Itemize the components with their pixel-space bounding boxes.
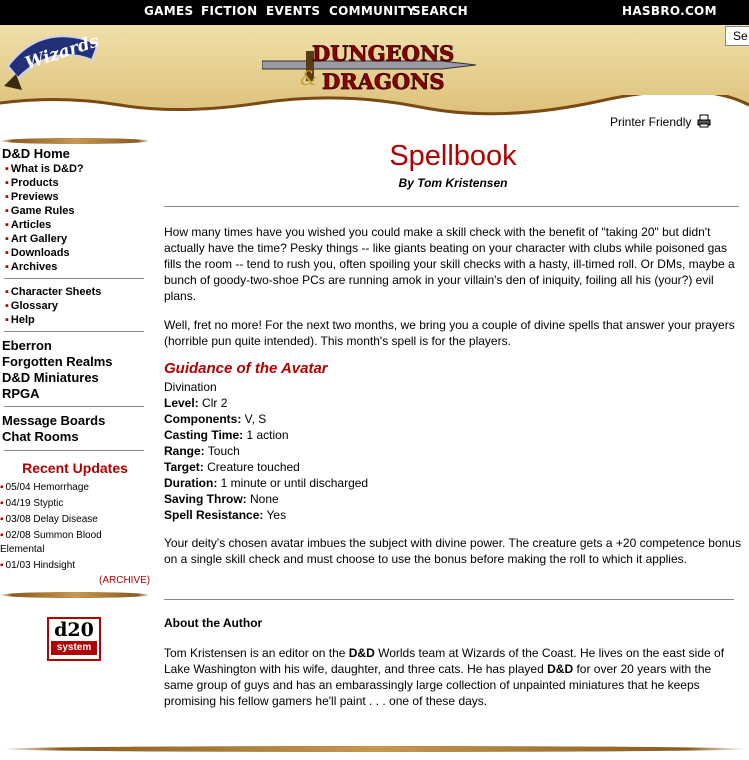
nav-community[interactable]: COMMUNITY xyxy=(329,4,416,18)
sidebar-separator xyxy=(4,331,144,332)
sidebar-link-glossary[interactable]: ▪ Glossary xyxy=(5,300,58,312)
spell-stat-range: Range: Touch xyxy=(164,444,240,458)
page-title: Spellbook xyxy=(389,140,517,172)
wotc-logo[interactable] xyxy=(2,26,102,96)
article-byline: By Tom Kristensen xyxy=(398,176,508,190)
sidebar-link-art-gallery[interactable]: ▪ Art Gallery xyxy=(5,233,68,245)
intro-paragraph-1: How many times have you wished you could make a skill check with the benefit of "taking 20" but didn't actually have the time? Pesky things -- like giants beating on your character with clubs while poisoned gas fills the room -- tend to rush you, often spoiling your skill checks with a hasty, ill-timed roll. Or DMs, maybe a bunch of goody-two-shoe PCs are running amok in your villain's den of iniquity, foiling all his (your?) evil plans. xyxy=(164,225,735,303)
sidebar-chat-rooms[interactable]: Chat Rooms xyxy=(2,429,79,444)
sidebar-link-game-rules[interactable]: ▪ Game Rules xyxy=(5,205,75,217)
nav-search[interactable]: SEARCH xyxy=(412,4,469,18)
spell-stat-duration: Duration: 1 minute or until discharged xyxy=(164,476,369,490)
nav-events[interactable]: EVENTS xyxy=(266,4,321,18)
spell-stat-components: Components: V, S xyxy=(164,412,267,426)
printer-friendly-link[interactable] xyxy=(610,114,711,129)
author-separator xyxy=(164,599,734,600)
spell-name-heading: Guidance of the Avatar xyxy=(164,360,328,377)
spell-school: Divination xyxy=(164,380,217,394)
sidebar-message-boards[interactable]: Message Boards xyxy=(2,413,106,428)
recent-update-item[interactable]: ▪ 02/08 Summon Blood Elemental xyxy=(0,530,102,555)
spell-stat-level: Level: Clr 2 xyxy=(164,396,228,410)
sidebar-separator xyxy=(4,450,144,451)
wotc-logo-text: Wizards xyxy=(22,31,102,74)
sidebar-eberron[interactable]: Eberron xyxy=(2,338,52,353)
sidebar-divider xyxy=(0,592,150,598)
search-input[interactable]: Se xyxy=(725,26,749,46)
sidebar-separator xyxy=(4,406,144,407)
title-separator xyxy=(164,206,739,207)
spell-stat-spell-resistance: Spell Resistance: Yes xyxy=(164,508,287,522)
d20-logo-subtext: system xyxy=(51,641,97,655)
spell-description: Your deity's chosen avatar imbues the subject with divine power. The creature gets a +20 competence bonus on a single skill check and must choose to use the bonus before making the roll to which it applies. xyxy=(164,536,741,566)
nav-fiction[interactable]: FICTION xyxy=(201,4,258,18)
sidebar-link-character-sheets[interactable]: ▪ Character Sheets xyxy=(5,286,102,298)
recent-updates-title: Recent Updates xyxy=(22,460,128,476)
top-nav-bar xyxy=(0,0,749,25)
about-author-heading: About the Author xyxy=(164,616,263,630)
dnd-logo[interactable] xyxy=(262,31,482,103)
sidebar-rpga[interactable]: RPGA xyxy=(2,386,40,401)
sidebar-link-articles[interactable]: ▪ Articles xyxy=(5,219,52,231)
sidebar-separator xyxy=(4,278,144,279)
sidebar-link-help[interactable]: ▪ Help xyxy=(5,314,35,326)
recent-update-item[interactable]: ▪ 04/19 Styptic xyxy=(0,498,64,509)
d20-logo-text: d20 xyxy=(54,619,94,641)
sidebar-forgotten-realms[interactable]: Forgotten Realms xyxy=(2,354,113,369)
intro-paragraph-2: Well, fret no more! For the next two months, we bring you a couple of divine spells that answer your prayers (horrible pun quite intended). This month's spell is for the players. xyxy=(164,318,735,348)
nav-games[interactable]: GAMES xyxy=(144,4,194,18)
printer-friendly-label: Printer Friendly xyxy=(610,115,692,129)
recent-update-item[interactable]: ▪ 05/04 Hemorrhage xyxy=(0,482,89,493)
spell-stat-target: Target: Creature touched xyxy=(164,460,300,474)
sidebar-dnd-miniatures[interactable]: D&D Miniatures xyxy=(2,370,99,385)
archive-link[interactable]: (ARCHIVE) xyxy=(99,575,151,586)
nav-hasbro[interactable]: HASBRO.COM xyxy=(622,4,717,18)
footer-divider xyxy=(2,746,747,752)
d20-system-logo[interactable] xyxy=(47,617,101,661)
dnd-logo-line1: DUNGEONS xyxy=(312,41,455,66)
sidebar-link-downloads[interactable]: ▪ Downloads xyxy=(5,247,70,259)
sidebar-link-archives[interactable]: ▪ Archives xyxy=(5,261,58,273)
recent-update-item[interactable]: ▪ 01/03 Hindsight xyxy=(0,560,76,571)
dnd-logo-line2: DRAGONS xyxy=(322,69,445,94)
sidebar-divider xyxy=(0,138,150,144)
sidebar-dnd-home[interactable]: D&D Home xyxy=(2,146,70,161)
printer-icon xyxy=(697,114,711,128)
sidebar-link-previews[interactable]: ▪ Previews xyxy=(5,191,59,203)
spell-stat-saving-throw: Saving Throw: None xyxy=(164,492,279,506)
spell-stat-casting-time: Casting Time: 1 action xyxy=(164,428,289,442)
sidebar-link-products[interactable]: ▪ Products xyxy=(5,177,59,189)
recent-update-item[interactable]: ▪ 03/08 Delay Disease xyxy=(0,514,98,525)
dnd-logo-amp: & xyxy=(300,66,318,90)
sidebar-link-what-is-dnd[interactable]: ▪ What is D&D? xyxy=(5,163,84,175)
about-author-paragraph: Tom Kristensen is an editor on the D&D Worlds team at Wizards of the Coast. He lives on the east side of Lake Washington with his wife, daughter, and three cats. He has played D&D for over 20 years with the same group of guys and has an embarassingly large collection of unpainted miniatures that he keeps promising his fellow gamers he'll paint . . . one of these days. xyxy=(164,646,725,708)
